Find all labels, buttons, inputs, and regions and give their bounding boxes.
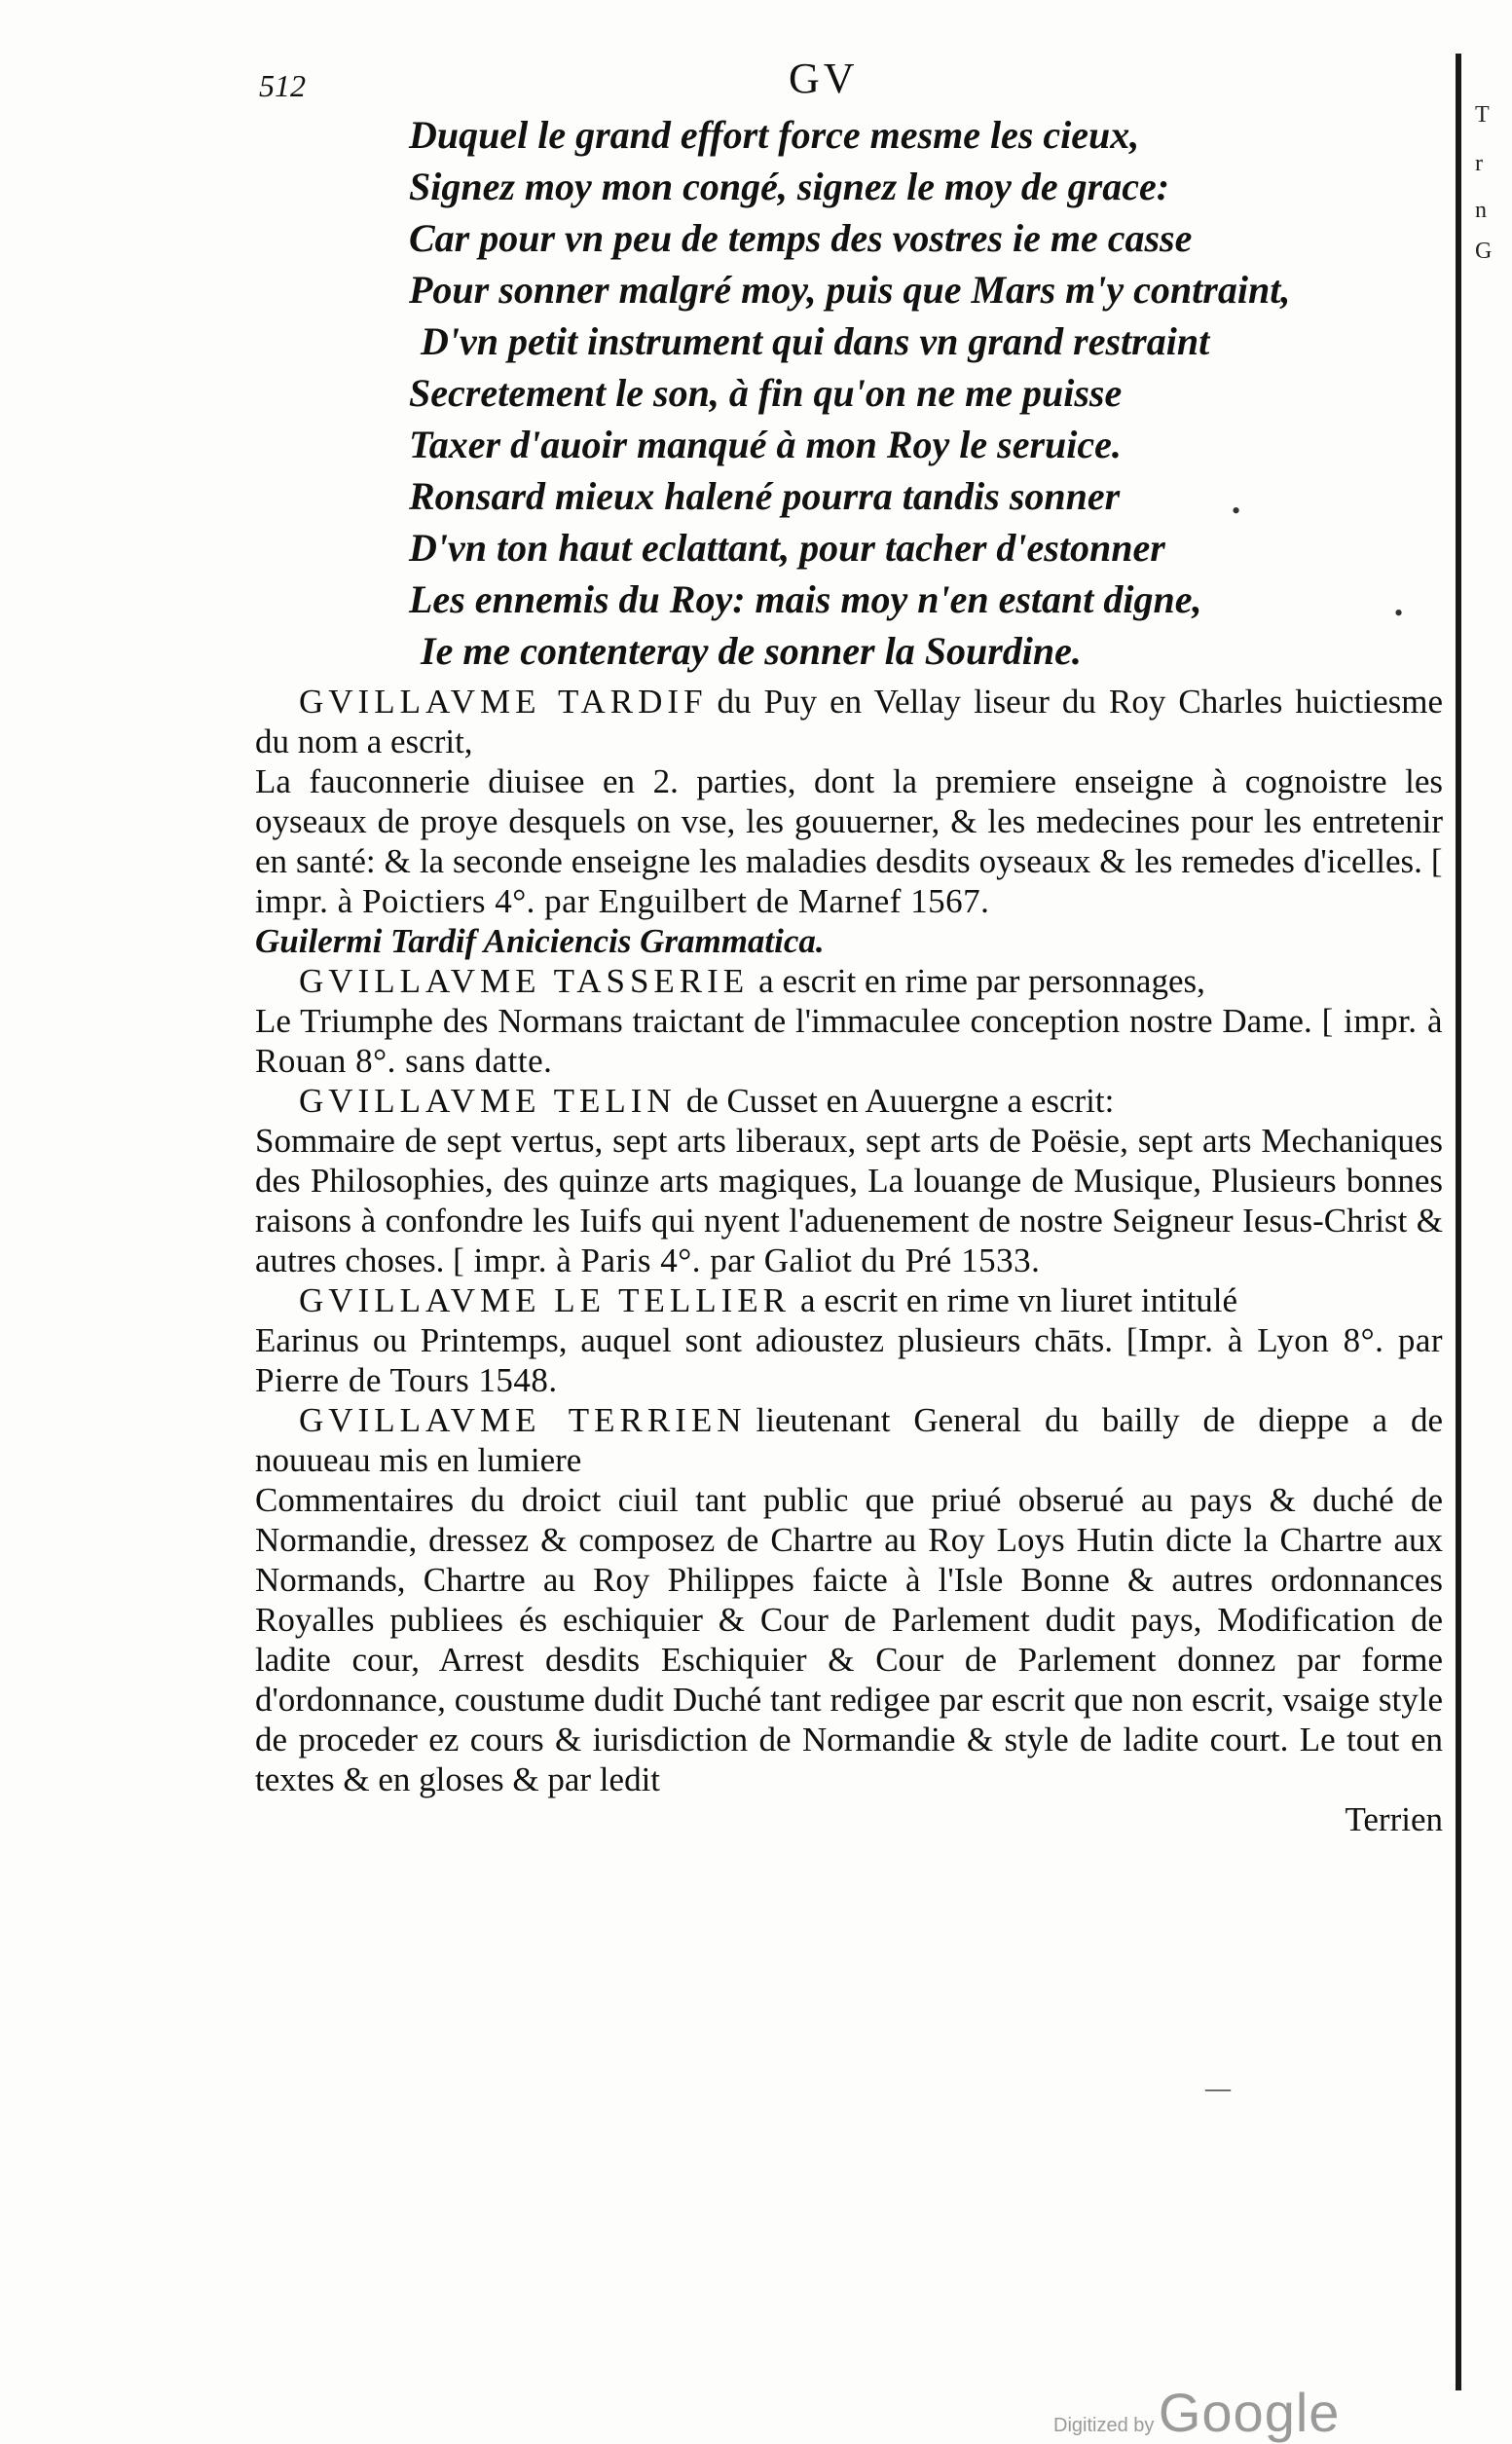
binding-shadow [1456, 54, 1461, 2390]
entry-intro: a escrit en rime par personnages, [758, 962, 1205, 1000]
entry-telin [255, 1081, 1443, 1280]
verse-line: D'vn ton haut eclattant, pour tacher d'estonner [409, 526, 1165, 570]
verse-line: Les ennemis du Roy: mais moy n'en estant digne, [409, 577, 1202, 621]
entry-intro: du Puy en Vellay liseur du Roy Charles huictiesme du nom a escrit, [255, 683, 1444, 760]
ink-speck: • [1394, 599, 1404, 627]
edge-fragment: n [1475, 198, 1487, 223]
verse-line: D'vn petit instrument qui dans vn grand restraint [421, 319, 1210, 363]
entry-intro: de Cusset en Auuergne a escrit: [685, 1082, 1115, 1120]
entry-body [255, 1121, 1443, 1280]
verse-line: Car pour vn peu de temps des vostres ie me casse [409, 216, 1193, 260]
verse-line: Ie me contenteray de sonner la Sourdine. [421, 629, 1082, 673]
entry-heading [255, 1280, 1443, 1320]
bibliography-entries [255, 682, 1443, 1839]
running-head: GV [789, 55, 859, 102]
entry-intro: a escrit en rime vn liuret intitulé [800, 1281, 1238, 1319]
entry-body [255, 1320, 1443, 1400]
google-logo: Google [1158, 2382, 1341, 2443]
author-name: GVILLAVME TASSERIE [299, 962, 750, 1000]
author-name: GVILLAVME TARDIF [299, 683, 708, 721]
author-name: GVILLAVME LE TELLIER [299, 1281, 792, 1319]
imprint: [ impr. à Poictiers 4°. par Enguilbert de Marnef 1567. [255, 842, 1444, 920]
author-name: GVILLAVME TERRIEN [299, 1401, 747, 1439]
work-description: Sommaire de sept vertus, sept arts liberaux, sept arts de Poësie, sept arts Mechaniques des Philosophies, des quinze arts magiques, La louange de Musique, Plusieurs bonnes raisons à confondre les Iuifs qui nyent l'aduenement de nostre Seigneur Iesus-Christ & autres choses. [255, 1122, 1443, 1279]
entry-tasserie [255, 961, 1443, 1081]
page-number: 512 [259, 68, 306, 103]
facing-page-edge [1456, 54, 1504, 2390]
edge-fragment: r [1475, 151, 1483, 176]
imprint: [ impr. à Rouan 8°. sans datte. [255, 1002, 1443, 1080]
entry-heading [255, 1081, 1443, 1121]
verse-line: Duquel le grand effort force mesme les cieux, [409, 113, 1140, 157]
entry-heading [255, 1400, 1443, 1480]
digitized-by-google-watermark [1053, 2381, 1340, 2444]
ink-speck: — [1205, 2074, 1231, 2102]
ink-speck: • [1232, 497, 1241, 525]
verse-block [409, 109, 1421, 677]
entry-tardif [255, 682, 1443, 961]
work-description: La fauconnerie diuisee en 2. parties, dont la premiere enseigne à cognoistre les oyseaux de proye desquels on vse, les gouuerner, & les medecines pour les entretenir en santé: & la seconde enseigne les maladies desdits oyseaux & les remedes d'icelles. [255, 762, 1443, 880]
verse-line: Pour sonner malgré moy, puis que Mars m'y contraint, [409, 268, 1291, 312]
edge-fragment: T [1475, 102, 1490, 128]
entry-body: Commentaires du droict ciuil tant public que priué obserué au pays & duché de Normandie, dressez & composez de Chartre au Roy Loys Hutin dicte la Chartre aux Normands, Chartre au Roy Philippes faicte à l'Isle Bonne & autres ordonnances Royalles publiees és eschiquier & Cour de Parlement dudit pays, Modification de ladite cour, Arrest desdits Eschiquier & Cour de Parlement donnez par forme d'ordonnance, coustume dudit Duché tant redigee par escrit que non escrit, vsaige style de proceder ez cours & iurisdiction de Normandie & style de ladite court. Le tout en textes & en gloses & par ledit [255, 1481, 1443, 1798]
imprint: [ impr. à Paris 4°. par Galiot du Pré 1533. [453, 1241, 1041, 1279]
latin-title: Guilermi Tardif Aniciencis Grammatica. [255, 922, 825, 960]
imprint: [Impr. à Lyon 8°. par Pierre de Tours 1548. [255, 1321, 1444, 1399]
entry-heading [255, 961, 1443, 1001]
entry-heading [255, 682, 1443, 761]
entry-body [255, 1001, 1443, 1081]
verse-line: Signez moy mon congé, signez le moy de grace: [409, 165, 1170, 208]
entry-intro: lieutenant General du bailly de dieppe a de nouueau mis en lumiere [255, 1401, 1443, 1479]
work-description: Le Triumphe des Normans traictant de l'immaculee conception nostre Dame. [255, 1002, 1312, 1040]
entry-le-tellier [255, 1280, 1443, 1400]
verse-line: Taxer d'auoir manqué à mon Roy le seruice. [409, 423, 1122, 466]
author-name: GVILLAVME TELIN [299, 1082, 677, 1120]
entry-terrien [255, 1400, 1443, 1839]
verse-line: Secretement le son, à fin qu'on ne me puisse [409, 371, 1123, 415]
edge-fragment: G [1475, 239, 1493, 264]
entry-body [255, 761, 1443, 921]
watermark-prefix: Digitized by [1053, 2415, 1155, 2436]
verse-line: Ronsard mieux halené pourra tandis sonner [409, 474, 1121, 518]
work-description: Earinus ou Printemps, auquel sont adioustez plusieurs chāts. [255, 1321, 1113, 1359]
catchword: Terrien [1345, 1800, 1443, 1838]
